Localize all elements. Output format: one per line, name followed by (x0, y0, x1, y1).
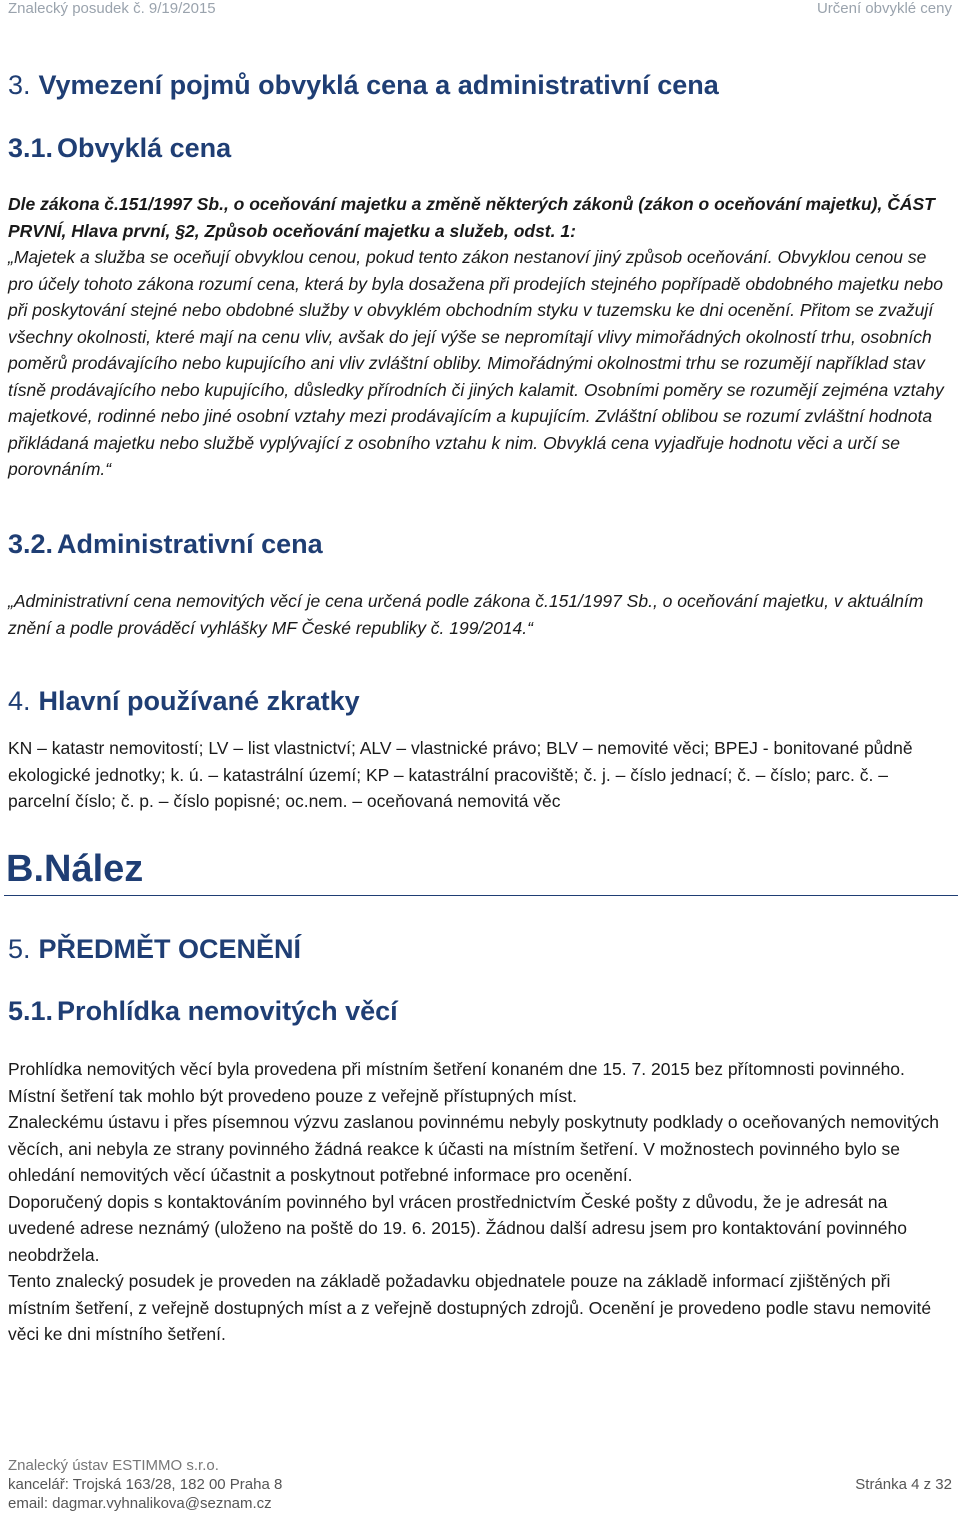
abbreviations-text: KN – katastr nemovitostí; LV – list vlastnictví; ALV – vlastnické právo; BLV – nemovité věci; BPEJ - bonitované půdně ekologické jednotky; k. ú. – katastrální území; KP – katastrální pracoviště; č. j. – číslo jednací; č. – číslo; parc. č. – parcelní číslo; č. p. – číslo popisné; oc.nem. – oceňovaná nemovitá věc (8, 738, 913, 811)
heading-text: Prohlídka nemovitých věcí (57, 996, 398, 1026)
heading-section-4 (8, 686, 360, 717)
heading-text: Obvyklá cena (57, 133, 232, 163)
heading-section-3-1 (8, 133, 231, 164)
heading-text: Hlavní používané zkratky (38, 686, 360, 716)
heading-text: Administrativní cena (57, 529, 323, 559)
prohlidka-paragraph-4: Tento znalecký posudek je proveden na základě požadavku objednatele pouze na základě informací zjištěných při místním šetření, z veřejně dostupných míst a z veřejně dostupných zdrojů. Ocenění je provedeno podle stavu nemovité věci ke dni místního šetření. (8, 1271, 932, 1344)
header-section-title: Určení obvyklé ceny (816, 0, 952, 17)
footer-company-name: Znalecký ústav ESTIMMO s.r.o. (8, 1457, 219, 1474)
heading-text: PŘEDMĚT OCENĚNÍ (38, 934, 302, 964)
heading-section-5 (8, 934, 301, 965)
prohlidka-paragraph-1: Prohlídka nemovitých věcí byla provedena při místním šetření konaném dne 15. 7. 2015 bez přítomnosti povinného. Místní šetření tak mohlo být provedeno pouze z veřejně přístupných míst. (8, 1059, 905, 1106)
page-header (8, 0, 952, 20)
footer-address: kancelář: Trojská 163/28, 182 00 Praha 8 (8, 1476, 283, 1493)
header-document-title: Znalecký posudek č. 9/19/2015 (8, 0, 216, 17)
heading-number: 3.2. (8, 529, 54, 559)
part-b-divider (4, 895, 958, 896)
part-b-title: B.Nález (6, 848, 144, 890)
heading-number: 5. (8, 934, 31, 964)
law-quote: „Majetek a služba se oceňují obvyklou cenou, pokud tento zákon nestanoví jiný způsob oceňování. Obvyklou cenou se pro účely tohoto zákona rozumí cena, která by byla dosažena při prodejích stejného popřípadě obdobného majetku nebo při poskytování stejné nebo obdobné služby v obvyklém obchodním styku v tuzemsku ke dni ocenění. Přitom se zvažují všechny okolnosti, které mají na cenu vliv, avšak do její výše se nepromítají vlivy mimořádných okolností trhu, osobních poměrů prodávajícího nebo kupujícího ani vliv zvláštní obliby. Mimořádnými okolnostmi trhu se rozumějí například stav tísně prodávajícího nebo kupujícího, důsledky přírodních či jiných kalamit. Osobními poměry se rozumějí zejména vztahy majetkové, rodinné nebo jiné osobní vztahy mezi prodávajícím a kupujícím. Zvláštní oblibou se rozumí zvláštní hodnota přikládaná majetku nebo službě vyplývající z osobního vztahu k nim. Obvyklá cena vyjadřuje hodnotu věci a určí se porovnáním.“ (8, 247, 944, 479)
paragraph-administrativni-cena (8, 588, 954, 641)
page-footer (8, 1456, 952, 1513)
heading-section-3 (8, 70, 719, 101)
heading-number: 3. (8, 70, 31, 100)
paragraph-prohlidka (8, 1056, 954, 1348)
heading-number: 5.1. (8, 996, 54, 1026)
paragraph-obvykla-cena (8, 191, 954, 483)
footer-email: email: dagmar.vyhnalikova@seznam.cz (8, 1495, 272, 1512)
heading-number: 4. (8, 686, 31, 716)
admin-price-quote: „Administrativní cena nemovitých věcí je cena určená podle zákona č.151/1997 Sb., o oceňování majetku, v aktuálním znění a podle prováděcí vyhlášky MF České republiky č. 199/2014.“ (8, 591, 924, 638)
heading-number: 3.1. (8, 133, 54, 163)
footer-page-number: Stránka 4 z 32 (855, 1476, 952, 1493)
prohlidka-paragraph-3: Doporučený dopis s kontaktováním povinného byl vrácen prostřednictvím České pošty z důvodu, že je adresát na uvedené adrese neznámý (uloženo na poště do 19. 6. 2015). Žádnou další adresu jsem pro kontaktování povinného neobdržela. (8, 1191, 907, 1265)
heading-text: Vymezení pojmů obvyklá cena a administrativní cena (38, 70, 719, 100)
heading-section-5-1 (8, 996, 398, 1027)
paragraph-abbreviations (8, 735, 954, 815)
heading-section-3-2 (8, 529, 323, 560)
law-citation: Dle zákona č.151/1997 Sb., o oceňování majetku a změně některých zákonů (zákon o oceňování majetku), ČÁST PRVNÍ, Hlava první, §2, Způsob oceňování majetku a služeb, odst. 1: (8, 194, 935, 241)
prohlidka-paragraph-2: Znaleckému ústavu i přes písemnou výzvu zaslanou povinnému nebyly poskytnuty podklady o oceňovaných nemovitých věcích, ani nebyla ze strany povinného žádná reakce k účasti na místním šetření. V možnostech povinného bylo se ohledání nemovitých věcí účastnit a poskytnout potřebné informace pro ocenění. (8, 1112, 939, 1185)
